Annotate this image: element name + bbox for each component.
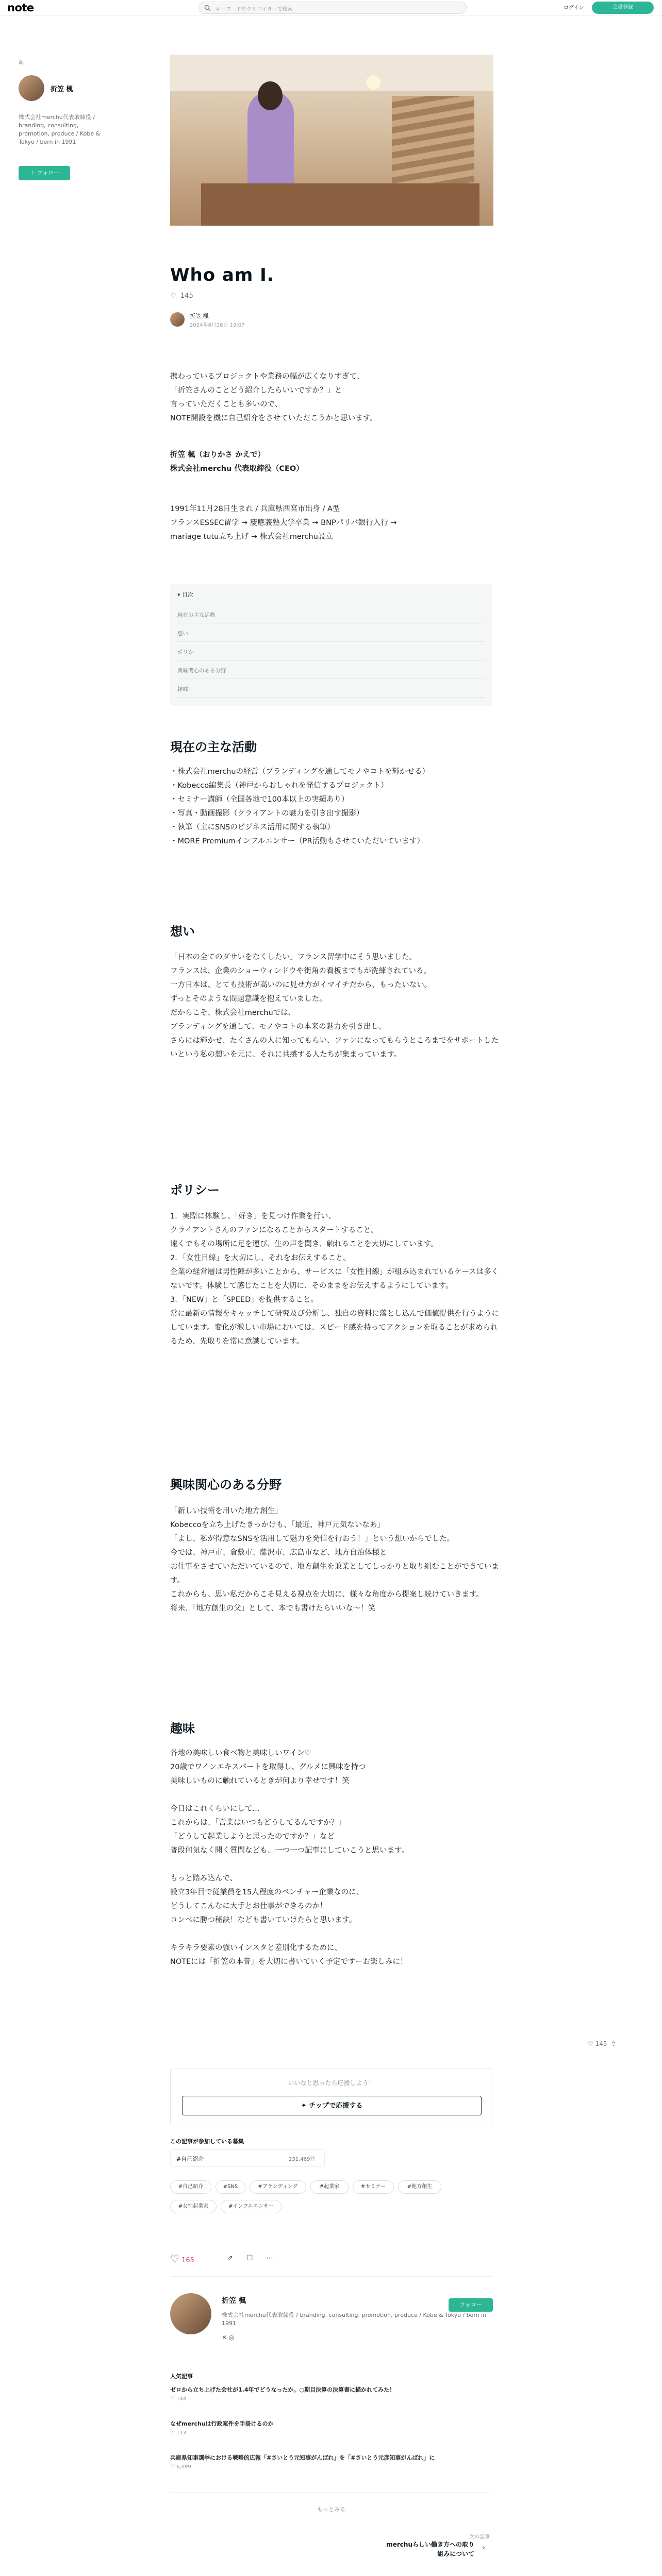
more-link[interactable]: もっとみる: [317, 2506, 345, 2513]
like-count-value: 165: [181, 2257, 194, 2264]
magazine-count: 231,469件: [289, 2157, 316, 2162]
toc-item[interactable]: 興味関心のある分野: [177, 667, 485, 679]
name-line: 折笠 楓（おりかさ かえで）: [170, 451, 266, 459]
tip-icon: ✦: [301, 2102, 307, 2110]
tag[interactable]: #地方創生: [398, 2180, 441, 2194]
tag[interactable]: #インフルエンサー: [221, 2200, 282, 2213]
publish-date: 2024年8月28日 19:07: [190, 323, 245, 328]
section-body: ・株式会社merchuの経営（ブランディングを通してモノやコトを輝かせる） ・Kobecco編集長（神戸からおしゃれを発信するプロジェクト） ・セミナー講師（全国各地で100本以上の実績あり） ・写真・動画撮影（クライアントの魅力を引き出す撮影） ・執筆（主にSNSのビジネス活用に関する執筆） ・MORE Premiumインフルエンサー（PR活動もさせていただいています）: [170, 768, 429, 845]
share-icon[interactable]: ⇗: [227, 2254, 233, 2262]
toc-item[interactable]: 現在の主な活動: [177, 611, 485, 623]
support-box: [170, 2069, 492, 2125]
chevron-right-icon[interactable]: ›: [482, 2543, 486, 2552]
like-count-value: 145: [180, 292, 193, 300]
toc-item[interactable]: ポリシー: [177, 648, 485, 660]
share-icon[interactable]: ⇪: [611, 2040, 617, 2047]
participation-heading: この記事が参加している募集: [170, 2138, 244, 2145]
search-placeholder: キーワードやクリエイターで検索: [216, 7, 293, 12]
like-count-value: 145: [595, 2040, 607, 2047]
profile-paragraph: 1991年11月28日生まれ / 兵庫県西宮市出身 / A型 フランスESSEC留学 → 慶應義塾大学卒業 → BNPパリバ銀行入行 → mariage tutu立ち上げ → 株式会社merchu設立: [170, 505, 397, 541]
toc-item[interactable]: 趣味: [177, 685, 485, 698]
author-name[interactable]: 折笠 楓: [51, 86, 73, 93]
author-bio: 株式会社merchu代表取締役 / branding, consulting, promotion, produce / Kobe & Tokyo / born in 1991: [19, 114, 101, 145]
author-name[interactable]: 折笠 楓: [222, 2297, 246, 2305]
list-item[interactable]: 兵庫県知事選挙における戦略的広報「#さいとう元知事がんばれ」を「#さいとう元彦知事がんばれ」に ♡ 6,099: [170, 2453, 490, 2493]
follow-button[interactable]: フォロー: [449, 2298, 493, 2312]
bookmark-icon[interactable]: ☐: [246, 2254, 253, 2262]
note-logo[interactable]: note: [7, 2, 34, 14]
tag[interactable]: #SNS: [216, 2180, 245, 2194]
toc-item[interactable]: 想い: [177, 630, 485, 642]
tag[interactable]: #自己紹介: [170, 2180, 211, 2194]
section-heading: 現在の主な活動: [170, 740, 257, 754]
intro-paragraph: 携わっているプロジェクトや業務の幅が広くなりすぎて、 「折笠さんのことどう紹介したらいいですか？」と 言っていただくことも多いので、 NOTE開設を機に自己紹介をさせていただこうかと思います。: [170, 372, 377, 422]
more-icon[interactable]: ⋯: [266, 2254, 273, 2262]
heart-icon: ♡: [170, 2252, 179, 2265]
avatar[interactable]: [170, 312, 185, 327]
section-heading: 興味関心のある分野: [170, 1478, 282, 1492]
section-body: 各地の美味しい食べ物と美味しいワイン♡ 20歳でワインエキスパートを取得し、グルメに興味を持つ 美味しいものに触れているときが何より幸せです！笑 今日はこれくらいにして... これからは、「営業はいつもどうしてるんですか？」 「どうして起業しようと思ったのですか？」など 普段何気なく聞く質問なども、一つ一つ記事にしていこうと思います。 もっと踏み込んで、 設立3年目で従業員を15人程度のベンチャー企業なのに、 どうしてこんなに大手とお仕事ができるのか！ コンペに勝つ秘訣！なども書いていけたらと思います。 キラキラ要素の強いインスタと差別化するために、 NOTEには「折笠の本音」を大切に書いていく予定ですーお楽しみに！: [170, 1749, 409, 1966]
floating-like[interactable]: [588, 2040, 616, 2047]
tag[interactable]: #セミナー: [353, 2180, 394, 2194]
heart-icon[interactable]: ♡: [170, 292, 176, 300]
avatar[interactable]: [19, 75, 44, 101]
like-button[interactable]: [170, 2252, 194, 2265]
divider: [170, 2276, 492, 2277]
section-body: 「新しい技術を用いた地方創生」 Kobeccoを立ち上げたきっかけも、「最近、神戸元気ないなあ」 「よし、私が得意なSNSを活用して魅力を発信を行おう！」という想いからでした。 今では、神戸市、倉敷市、藤沢市、広島市など、地方自治体様と お仕事をさせていただいているので、地方創生を兼業としてしっかりと取り組むことができています。 これからも、思い私だからこそ見える視点を大切に、様々な角度から提案し続けていきます。 将来、「地方創生の父」として、本でも書けたらいいな〜！笑: [170, 1507, 499, 1613]
hero-image: [170, 55, 493, 226]
section-body: 「日本の全てのダサいをなくしたい」フランス留学中にそう思いました。 フランスは、企業のショーウィンドウや街角の看板までもが洗練されている。 一方日本は、とても技術が高いのに見せ方がイマイチだから、もったいない。 ずっとそのような問題意識を抱えていました。 だからこそ、株式会社merchuでは、 ブランディングを通して、モノやコトの本来の魅力を引き出し、 さらには輝かせ、たくさんの人に知ってもらい、ファンになってもらうところまでをサポートしたいという私の想いを元に、それに共感する人たちが集まっています。: [170, 953, 499, 1059]
section-heading: 想い: [170, 924, 195, 939]
search-icon: [204, 5, 211, 11]
breadcrumb[interactable]: 記: [19, 60, 24, 65]
follow-button[interactable]: ＋ フォロー: [19, 166, 70, 180]
social-icons[interactable]: ✕ ◎: [222, 2334, 235, 2341]
heart-icon: ♡: [588, 2040, 593, 2047]
author-name[interactable]: 折笠 楓: [190, 313, 209, 319]
like-count[interactable]: [170, 292, 193, 300]
login-link[interactable]: ログイン: [564, 5, 584, 11]
support-question: いいなと思ったら応援しよう！: [288, 2079, 375, 2087]
section-heading: 趣味: [170, 1721, 195, 1736]
top-header: [0, 0, 662, 15]
section-heading: ポリシー: [170, 1183, 220, 1197]
list-item[interactable]: なぜmerchuは行政案件を手掛けるのか ♡ 113: [170, 2419, 490, 2448]
follow-label: フォロー: [37, 170, 59, 176]
search-input[interactable]: [198, 2, 467, 14]
next-article-title[interactable]: merchuらしい働き方への取り組みについて: [386, 2541, 474, 2557]
list-item[interactable]: ゼロから立ち上げた会社が1.4年でどうなったか。○期目決算の決算書に描かれてみた！ ♡ 144: [170, 2385, 490, 2414]
article-title: Who am I.: [170, 265, 274, 285]
magazine-item[interactable]: #自己紹介: [176, 2156, 204, 2162]
tip-button[interactable]: ✦ チップで応援する: [182, 2096, 482, 2115]
role-line: 株式会社merchu 代表取締役（CEO）: [170, 465, 304, 473]
toc-title[interactable]: ▾ 目次: [177, 591, 194, 598]
popular-heading: 人気記事: [170, 2373, 193, 2380]
tag[interactable]: #起業家: [310, 2180, 349, 2194]
signup-button[interactable]: 会員登録: [592, 2, 654, 14]
tag[interactable]: #ブランディング: [250, 2180, 306, 2194]
table-of-contents: [170, 584, 492, 706]
author-bio: 株式会社merchu代表取締役 / branding, consulting, promotion, produce / Kobe & Tokyo / born in 1991: [222, 2312, 487, 2327]
section-body: 1．実際に体験し、「好き」を見つけ作業を行い、 クライアントさんのファンになることからスタートすること。 遠くでもその場所に足を運び、生の声を聞き、触れることを大切にしています。 2．「女性目線」を大切にし、それをお伝えすること。 企業の経営層は男性陣が多いことから、サービスに「女性目線」が組み込まれているケースは多くないです。体験して感じたことを大切に、そのままをお伝えするようにしています。 3．「NEW」と「SPEED」を提供すること。 常に最新の情報をキャッチして研究及び分析し、独自の資料に落とし込んで価値提供を行うようにしています。変化が激しい市場においては、スピード感を持ってアクションを取ることが求められるため、先取りを常に意識しています。: [170, 1212, 499, 1346]
tag[interactable]: #女性起業家: [170, 2200, 217, 2213]
next-label: 次の記事: [469, 2534, 490, 2540]
avatar[interactable]: [170, 2293, 211, 2334]
